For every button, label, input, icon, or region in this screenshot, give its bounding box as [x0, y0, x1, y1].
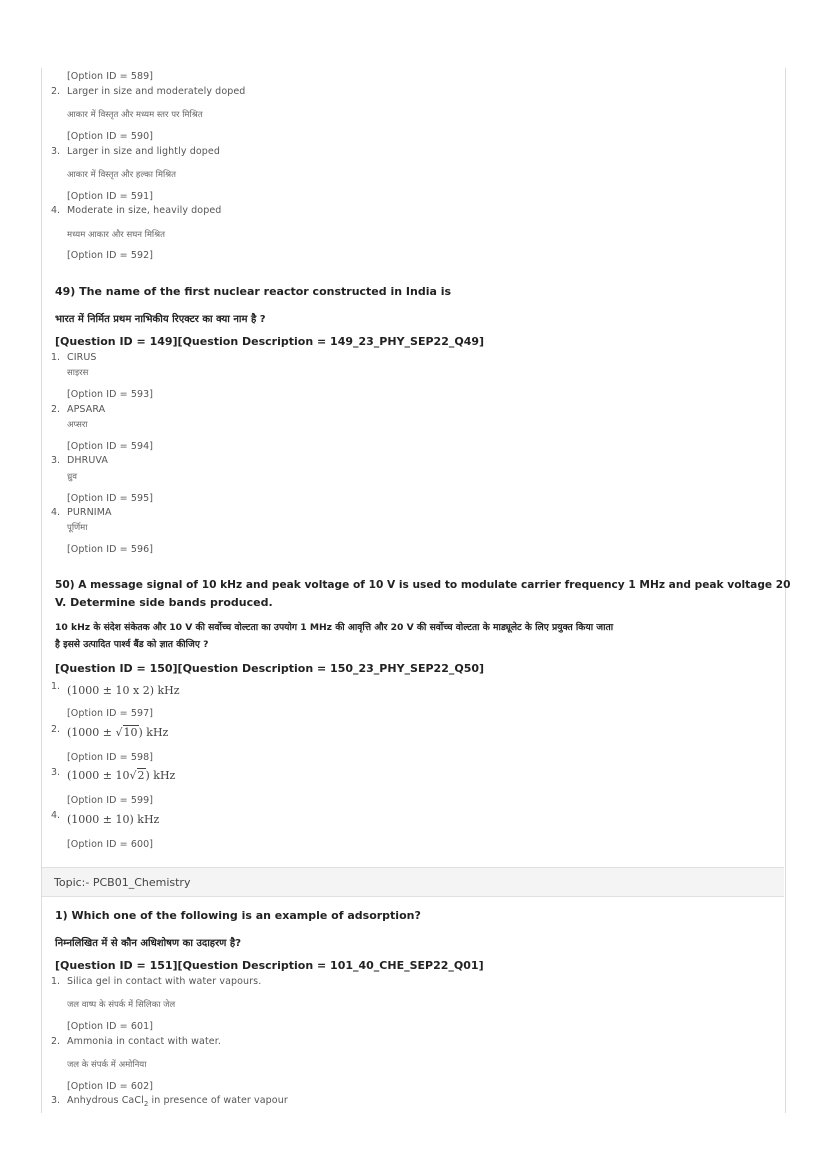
option-number: 4. — [51, 507, 61, 518]
option-number: 2. — [51, 404, 61, 415]
option-id: [Option ID = 596] — [67, 544, 154, 555]
option-formula: (1000 ± 10√2) kHz — [67, 769, 176, 782]
option-text: APSARA — [67, 404, 106, 415]
option-number: 1. — [51, 681, 61, 692]
option-id: [Option ID = 602] — [67, 1081, 154, 1092]
option-id: [Option ID = 591] — [67, 191, 154, 202]
option-id: [Option ID = 590] — [67, 131, 154, 142]
question-hindi: भारत में निर्मित प्रथम नाभिकीय रिएक्टर का क्या नाम है ? — [55, 314, 266, 325]
option-id: [Option ID = 600] — [67, 839, 154, 850]
option-hindi: आकार में विस्तृत और हल्का मिश्रित — [67, 170, 177, 180]
option-number: 2. — [51, 86, 61, 97]
option-number: 3. — [51, 455, 61, 466]
option-text: Larger in size and moderately doped — [67, 86, 246, 97]
option-hindi: मध्यम आकार और सघन मिश्रित — [67, 230, 166, 240]
topic-header — [42, 867, 784, 897]
question-hindi-line1: 10 kHz के संदेश संकेतक और 10 V की सर्वोच्च वोल्टता का उपयोग 1 MHz की आवृत्ति और 20 V की सर्वोच्च वोल्टता के माड्यूलेट के लिए प्रयुक्त किया जाता — [55, 622, 614, 633]
option-number: 2. — [51, 724, 61, 735]
option-number: 3. — [51, 767, 61, 778]
option-number: 4. — [51, 810, 61, 821]
option-hindi: जल वाष्प के संपर्क में सिलिका जेल — [67, 1000, 176, 1010]
question-title-line2: V. Determine side bands produced. — [55, 596, 273, 609]
option-number: 1. — [51, 352, 61, 363]
option-id: [Option ID = 598] — [67, 752, 154, 763]
option-hindi: साइरस — [67, 368, 89, 378]
option-formula: (1000 ± 10) kHz — [67, 813, 160, 826]
question-title: 1) Which one of the following is an example of adsorption? — [55, 909, 421, 922]
option-number: 1. — [51, 976, 61, 987]
option-number: 2. — [51, 1036, 61, 1047]
option-id: [Option ID = 594] — [67, 441, 154, 452]
question-hindi-line2: है इससे उत्पादित पार्श्व बैंड को ज्ञात कीजिए ? — [55, 639, 209, 650]
topic-label: Topic:- PCB01_Chemistry — [54, 876, 191, 889]
option-hindi: अप्सरा — [67, 420, 88, 430]
question-title-line1: 50) A message signal of 10 kHz and peak voltage of 10 V is used to modulate carrier frequency 1 MHz and peak voltage 20 — [55, 579, 791, 591]
option-hindi: पूर्णिमा — [67, 523, 88, 533]
option-text: DHRUVA — [67, 455, 109, 466]
option-hindi: आकार में विस्तृत और मध्यम स्तर पर मिश्रित — [67, 110, 203, 120]
option-text: Anhydrous CaCl$_2$ in presence of water vapour — [67, 1095, 288, 1108]
option-hindi: ध्रुव — [67, 472, 77, 482]
option-formula: (1000 ± √10) kHz — [67, 726, 169, 739]
option-hindi: जल के संपर्क में अमोनिया — [67, 1060, 147, 1070]
option-id: [Option ID = 601] — [67, 1021, 154, 1032]
option-id: [Option ID = 599] — [67, 795, 154, 806]
option-id: [Option ID = 595] — [67, 493, 154, 504]
option-number: 3. — [51, 146, 61, 157]
option-text: CIRUS — [67, 352, 97, 363]
option-text: Ammonia in contact with water. — [67, 1036, 221, 1047]
option-text: Silica gel in contact with water vapours. — [67, 976, 262, 987]
option-id: [Option ID = 592] — [67, 250, 154, 261]
option-id: [Option ID = 597] — [67, 708, 154, 719]
question-title: 49) The name of the first nuclear reactor constructed in India is — [55, 285, 452, 298]
question-meta: [Question ID = 150][Question Description = 150_23_PHY_SEP22_Q50] — [55, 662, 485, 675]
option-id: [Option ID = 593] — [67, 389, 154, 400]
option-text: PURNIMA — [67, 507, 112, 518]
question-meta: [Question ID = 149][Question Description = 149_23_PHY_SEP22_Q49] — [55, 335, 485, 348]
option-id: [Option ID = 589] — [67, 71, 154, 82]
option-text: Larger in size and lightly doped — [67, 146, 220, 157]
option-formula: (1000 ± 10 x 2) kHz — [67, 684, 180, 697]
option-number: 4. — [51, 205, 61, 216]
option-number: 3. — [51, 1095, 61, 1106]
option-text: Moderate in size, heavily doped — [67, 205, 222, 216]
question-hindi: निम्नलिखित में से कौन अधिशोषण का उदाहरण है? — [55, 938, 242, 949]
question-meta: [Question ID = 151][Question Description = 101_40_CHE_SEP22_Q01] — [55, 959, 484, 972]
